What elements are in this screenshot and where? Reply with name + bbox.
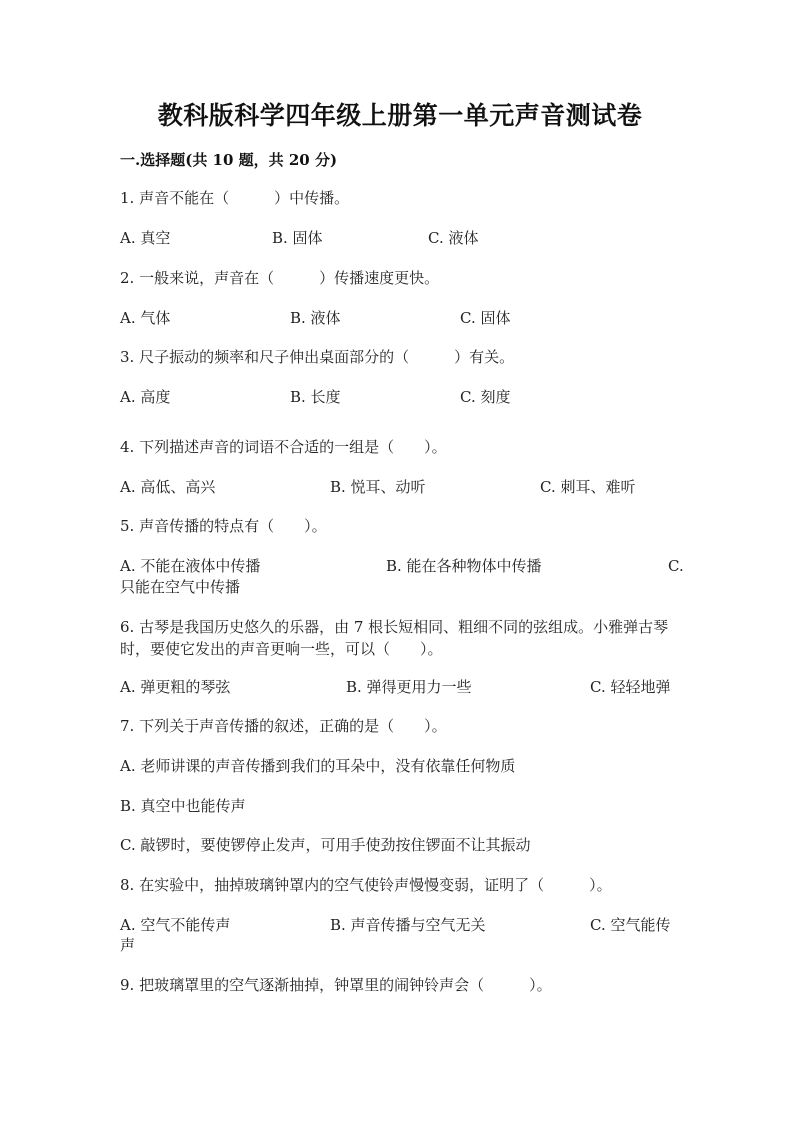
- question-6-option-c: C. 轻轻地弹: [590, 678, 671, 696]
- question-5-stem: 5. 声音传播的特点有（ ）。: [120, 517, 327, 535]
- question-6-option-b: B. 弹得更用力一些: [346, 678, 472, 696]
- question-4-option-b: B. 悦耳、动听: [330, 478, 426, 496]
- question-5-option-b: B. 能在各种物体中传播: [386, 557, 542, 575]
- question-3-option-c: C. 刻度: [460, 388, 511, 406]
- question-8-option-c-text: 声: [120, 936, 136, 954]
- exam-title: 教科版科学四年级上册第一单元声音测试卷: [157, 101, 643, 130]
- section-heading: 一.选择题(共 10 题，共 20 分): [120, 151, 338, 169]
- question-5-option-c-text: 只能在空气中传播: [120, 578, 241, 596]
- question-4-stem: 4. 下列描述声音的词语不合适的一组是（ ）。: [120, 438, 447, 456]
- question-2-stem: 2. 一般来说，声音在（ ）传播速度更快。: [120, 269, 440, 287]
- question-8-option-c-label: C. 空气能传: [590, 916, 671, 934]
- question-3-option-a: A. 高度: [120, 388, 171, 406]
- question-7-stem: 7. 下列关于声音传播的叙述，正确的是（ ）。: [120, 717, 447, 735]
- question-1-option-c: C. 液体: [428, 229, 479, 247]
- question-3-stem: 3. 尺子振动的频率和尺子伸出桌面部分的（ ）有关。: [120, 348, 515, 366]
- question-9-stem: 9. 把玻璃罩里的空气逐渐抽掉，钟罩里的闹钟铃声会（ ）。: [120, 976, 552, 994]
- question-8-stem: 8. 在实验中，抽掉玻璃钟罩内的空气使铃声慢慢变弱，证明了（ ）。: [120, 876, 612, 894]
- question-1-option-a: A. 真空: [120, 229, 171, 247]
- question-6-option-a: A. 弹更粗的琴弦: [120, 678, 231, 696]
- question-1-stem: 1. 声音不能在（ ）中传播。: [120, 189, 350, 207]
- question-2-option-c: C. 固体: [460, 309, 511, 327]
- question-7-option-b: B. 真空中也能传声: [120, 797, 246, 815]
- question-3-option-b: B. 长度: [290, 388, 341, 406]
- question-4-option-c: C. 刺耳、难听: [540, 478, 636, 496]
- question-8-option-b: B. 声音传播与空气无关: [330, 916, 486, 934]
- question-4-option-a: A. 高低、高兴: [120, 478, 216, 496]
- question-8-option-a: A. 空气不能传声: [120, 916, 231, 934]
- question-1-option-b: B. 固体: [272, 229, 323, 247]
- question-5-option-c-label: C.: [668, 557, 684, 575]
- question-2-option-a: A. 气体: [120, 309, 171, 327]
- question-5-option-a: A. 不能在液体中传播: [120, 557, 261, 575]
- question-7-option-a: A. 老师讲课的声音传播到我们的耳朵中，没有依靠任何物质: [120, 757, 516, 775]
- question-6-stem: 6. 古琴是我国历史悠久的乐器，由 7 根长短相同、粗细不同的弦组成。小雅弹古琴时，要使它发出的声音更响一些，可以（ ）。: [120, 618, 669, 658]
- question-7-option-c: C. 敲锣时，要使锣停止发声，可用手使劲按住锣面不让其振动: [120, 836, 531, 854]
- question-2-option-b: B. 液体: [290, 309, 341, 327]
